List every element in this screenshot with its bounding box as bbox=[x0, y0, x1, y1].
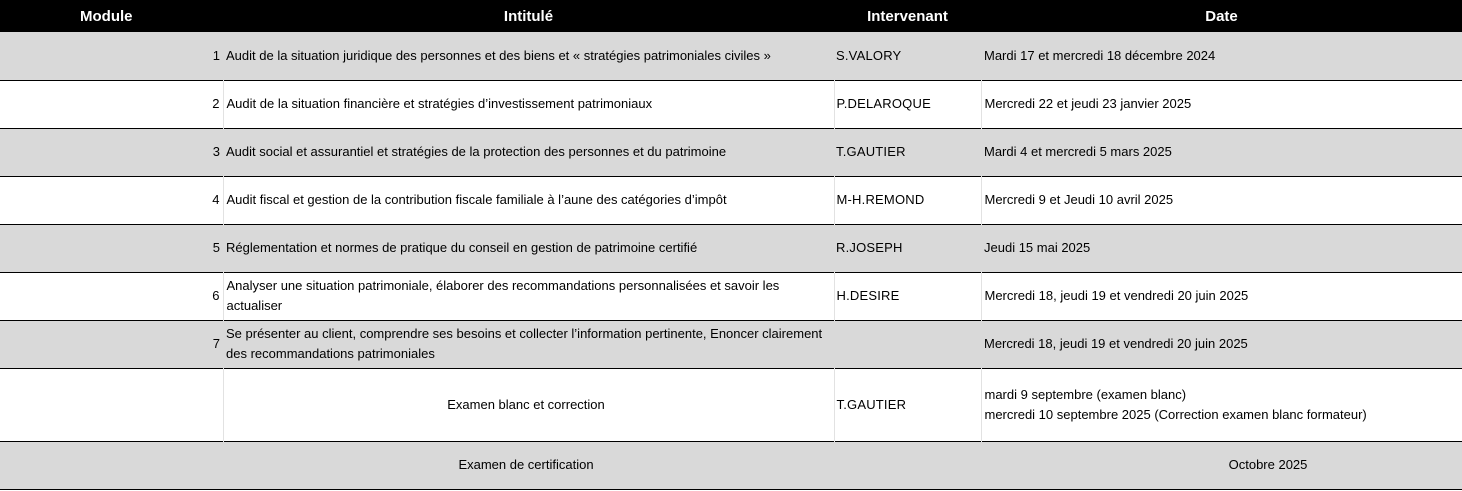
module-date: Mardi 17 et mercredi 18 décembre 2024 bbox=[984, 47, 1216, 63]
table-row bbox=[0, 80, 1462, 128]
module-date: Mercredi 18, jeudi 19 et vendredi 20 juin 2025 bbox=[984, 288, 1249, 303]
module-number: 4 bbox=[0, 176, 223, 224]
table-row bbox=[0, 272, 1462, 320]
module-date: Mardi 4 et mercredi 5 mars 2025 bbox=[984, 144, 1172, 159]
module-number-empty bbox=[0, 368, 223, 441]
module-speaker: S.VALORY bbox=[836, 47, 902, 63]
module-number: 2 bbox=[0, 80, 223, 128]
module-date: Jeudi 15 mai 2025 bbox=[984, 240, 1091, 255]
module-number: 6 bbox=[0, 272, 223, 320]
mock-exam-title: Examen blanc et correction bbox=[223, 368, 834, 441]
certification-date: Octobre 2025 bbox=[1228, 457, 1308, 472]
module-speaker: T.GAUTIER bbox=[836, 144, 906, 159]
module-speaker bbox=[834, 320, 981, 368]
table-row bbox=[0, 176, 1462, 224]
certification-title: Examen de certification bbox=[458, 457, 594, 472]
header-module: Module bbox=[80, 7, 133, 25]
module-title: Audit de la situation juridique des personnes et des biens et « stratégies patrimoniales civiles » bbox=[226, 47, 771, 63]
mock-exam-speaker: T.GAUTIER bbox=[834, 368, 981, 441]
module-date: Mercredi 22 et jeudi 23 janvier 2025 bbox=[984, 96, 1192, 111]
certification-row bbox=[0, 441, 1462, 489]
mock-exam-date bbox=[981, 368, 1462, 441]
module-title: Se présenter au client, comprendre ses besoins et collecter l’information pertinente, Enoncer clairement des recommandations patrimoniales bbox=[226, 326, 823, 361]
module-number: 1 bbox=[212, 47, 220, 63]
table-header-row bbox=[0, 0, 1462, 32]
module-number: 5 bbox=[212, 240, 220, 255]
header-date: Date bbox=[1205, 7, 1238, 25]
certification-number-empty bbox=[0, 441, 223, 489]
module-speaker: R.JOSEPH bbox=[836, 240, 903, 255]
table-row bbox=[0, 224, 1462, 272]
module-title: Audit social et assurantiel et stratégies de la protection des personnes et du patrimoine bbox=[226, 144, 727, 159]
header-title: Intitulé bbox=[503, 7, 554, 25]
table-row bbox=[0, 128, 1462, 176]
module-number: 7 bbox=[212, 336, 220, 351]
module-title: Analyser une situation patrimoniale, élaborer des recommandations personnalisées et savoir les actualiser bbox=[223, 272, 834, 320]
module-speaker: P.DELAROQUE bbox=[834, 80, 981, 128]
module-title: Audit fiscal et gestion de la contribution fiscale familiale à l’aune des catégories d’impôt bbox=[223, 176, 834, 224]
table-row bbox=[0, 32, 1462, 80]
module-date: Mercredi 18, jeudi 19 et vendredi 20 juin 2025 bbox=[984, 336, 1248, 351]
mock-exam-row bbox=[0, 368, 1462, 441]
module-title: Réglementation et normes de pratique du conseil en gestion de patrimoine certifié bbox=[226, 240, 698, 255]
module-title: Audit de la situation financière et stratégies d’investissement patrimoniaux bbox=[223, 80, 834, 128]
table-row bbox=[0, 320, 1462, 368]
module-number: 3 bbox=[212, 144, 220, 159]
module-speaker: H.DESIRE bbox=[834, 272, 981, 320]
module-speaker: M-H.REMOND bbox=[834, 176, 981, 224]
mock-exam-date-line-2: mercredi 10 septembre 2025 (Correction examen blanc formateur) bbox=[984, 406, 1367, 422]
mock-exam-date-line-1: mardi 9 septembre (examen blanc) bbox=[984, 386, 1187, 402]
module-date: Mercredi 9 et Jeudi 10 avril 2025 bbox=[984, 192, 1174, 207]
header-speaker: Intervenant bbox=[867, 7, 948, 25]
